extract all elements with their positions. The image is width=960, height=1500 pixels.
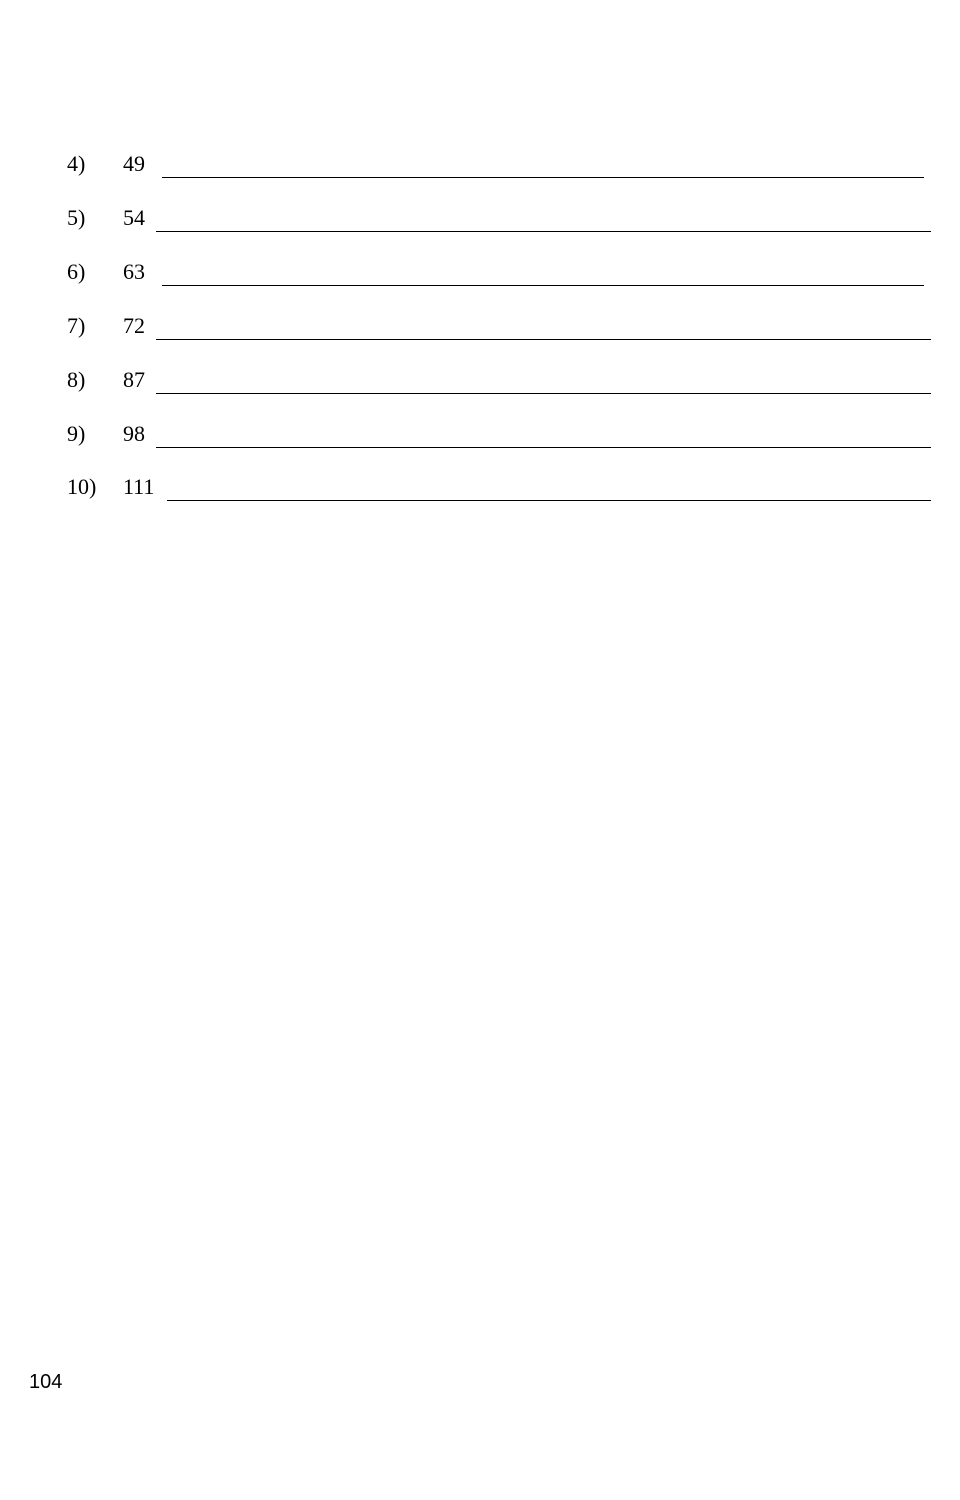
answer-line[interactable] [167, 500, 931, 501]
exercise-row [0, 202, 960, 232]
exercise-value: 72 [123, 313, 145, 338]
exercise-value: 87 [123, 367, 145, 392]
answer-line[interactable] [156, 339, 931, 340]
page-number: 104 [29, 1371, 63, 1393]
exercise-value: 63 [123, 259, 145, 284]
answer-line[interactable] [156, 393, 931, 394]
exercise-number: 6) [67, 259, 86, 284]
exercise-row [0, 310, 960, 340]
exercise-value: 111 [123, 474, 155, 499]
exercise-row [0, 364, 960, 394]
answer-line[interactable] [162, 177, 924, 178]
exercise-row [0, 418, 960, 448]
exercise-row [0, 471, 960, 501]
exercise-value: 49 [123, 151, 145, 176]
exercise-number: 8) [67, 367, 86, 392]
answer-line[interactable] [156, 231, 931, 232]
exercise-number: 9) [67, 421, 86, 446]
exercise-value: 54 [123, 205, 145, 230]
exercise-number: 5) [67, 205, 86, 230]
answer-line[interactable] [162, 285, 924, 286]
exercise-number: 4) [67, 151, 86, 176]
exercise-row [0, 256, 960, 286]
exercise-row [0, 148, 960, 178]
exercise-value: 98 [123, 421, 145, 446]
exercise-number: 7) [67, 313, 86, 338]
answer-line[interactable] [156, 447, 931, 448]
exercise-number: 10) [67, 474, 97, 499]
